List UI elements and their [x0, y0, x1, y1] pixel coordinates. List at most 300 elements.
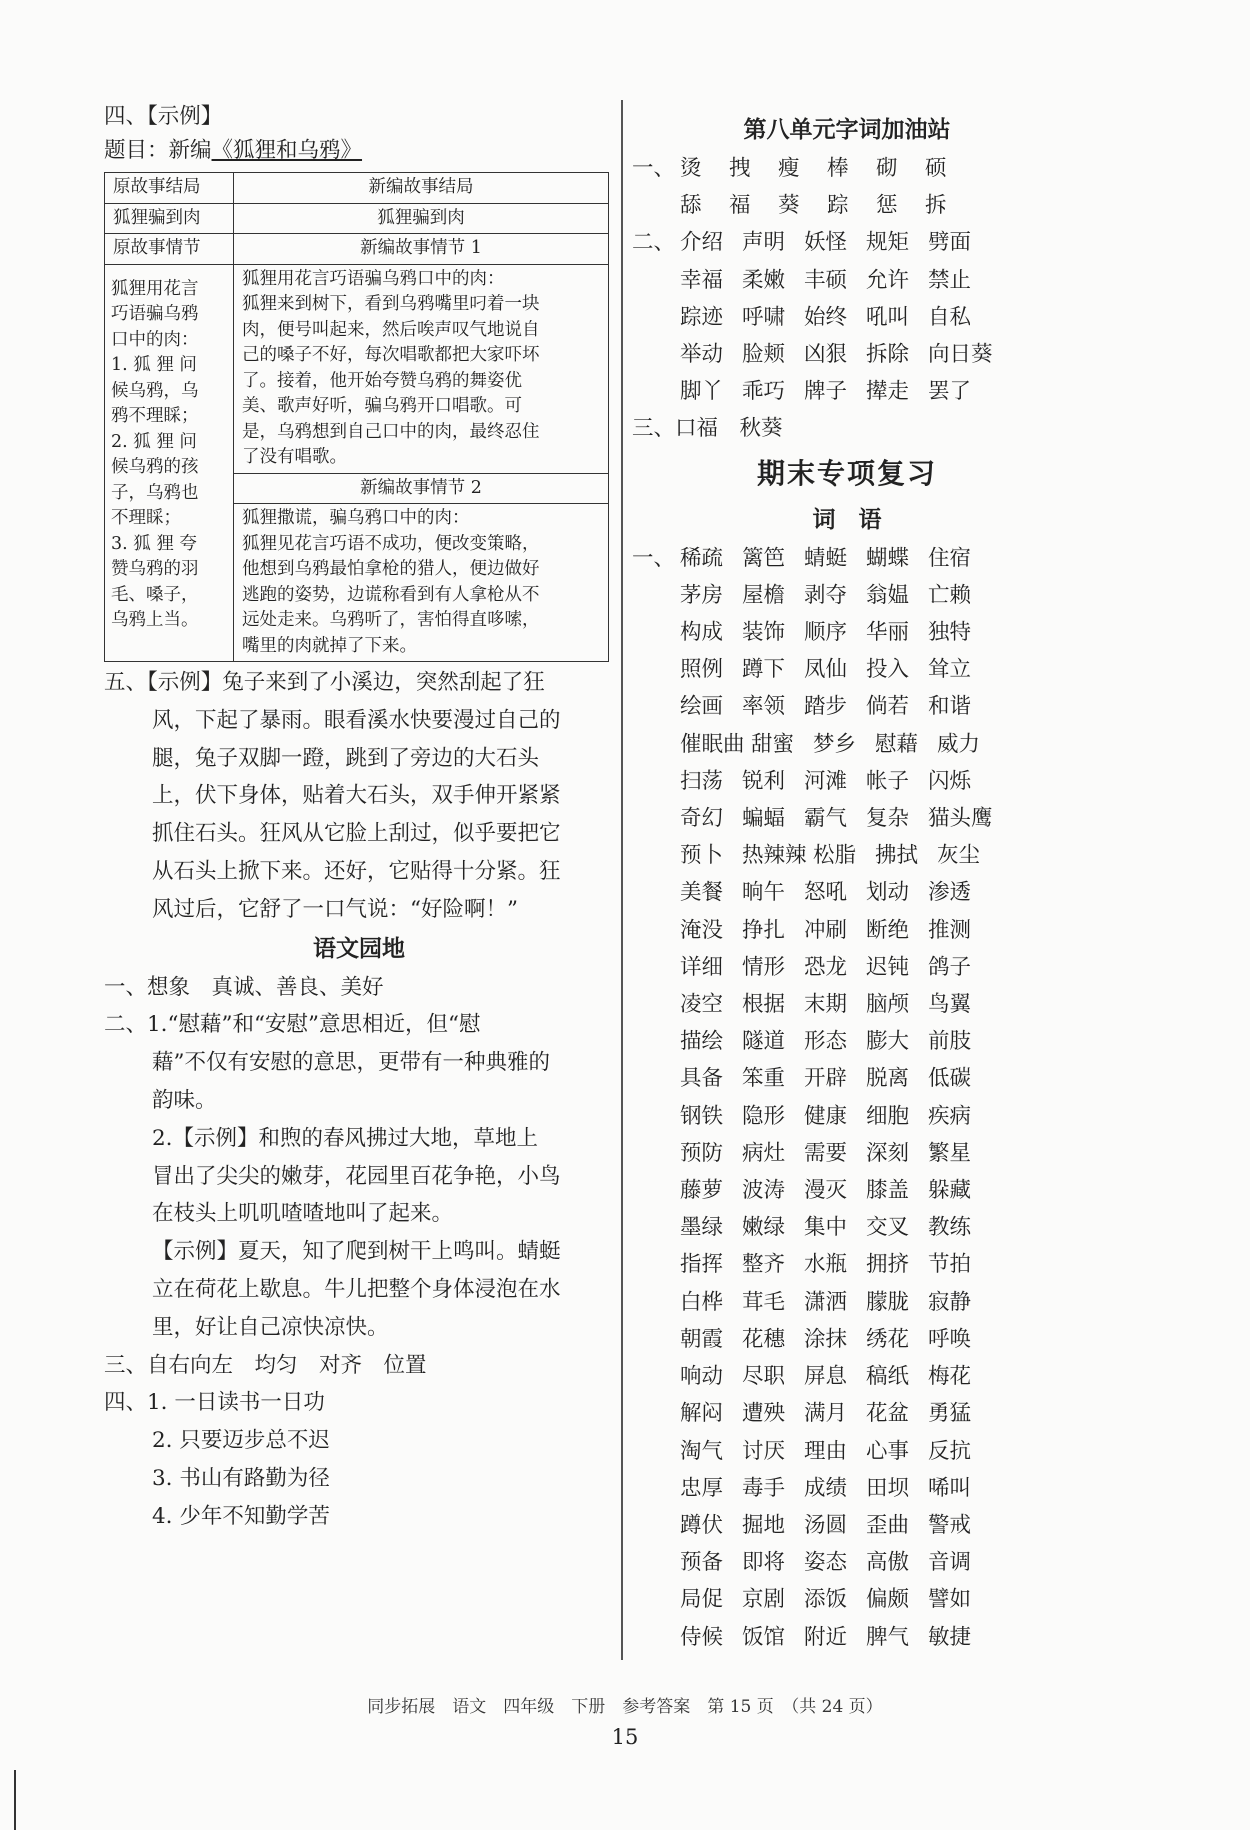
word: 松脂 [813, 843, 857, 869]
word: 灰尘 [937, 843, 981, 869]
text-line: 2.【示例】和煦的春风拂过大地，草地上 [152, 1125, 539, 1151]
word: 歪曲 [866, 1512, 910, 1538]
word: 朦胧 [866, 1289, 910, 1315]
unit8-item-3: 三、口福 秋葵 [632, 416, 783, 442]
word: 隐形 [742, 1103, 786, 1129]
word: 劈面 [928, 230, 972, 256]
word: 禁止 [928, 267, 972, 293]
word: 深刻 [866, 1140, 910, 1166]
word-row [632, 1284, 1062, 1321]
page-footer: 同步拓展 语文 四年级 下册 参考答案 第 15 页 （共 24 页） [367, 1697, 883, 1717]
word: 闪烁 [928, 768, 972, 794]
text-line: 在枝头上叽叽喳喳地叫了起来。 [152, 1201, 454, 1227]
word: 开辟 [804, 1066, 848, 1092]
text-line: 韵味。 [152, 1087, 217, 1113]
word: 介绍 [680, 230, 724, 256]
word: 教练 [928, 1215, 972, 1241]
word: 挣扎 [742, 917, 786, 943]
word: 屋檐 [742, 582, 786, 608]
word: 绘画 [680, 694, 724, 720]
table-cell: 新编故事情节 2 [234, 473, 609, 504]
word: 幸福 [680, 267, 724, 293]
word: 寂静 [928, 1289, 972, 1315]
plot-line: 巧语骗乌鸦 [111, 304, 199, 324]
word: 解闷 [680, 1401, 724, 1427]
word: 划动 [866, 880, 910, 906]
word: 剥夺 [804, 582, 848, 608]
word: 蹲下 [742, 657, 786, 683]
word: 描绘 [680, 1029, 724, 1055]
word: 涂抹 [804, 1326, 848, 1352]
word: 满月 [804, 1401, 848, 1427]
plot-line: 3. 狐 狸 夸 [111, 533, 197, 554]
word: 撵走 [866, 379, 910, 405]
word: 河滩 [804, 768, 848, 794]
word: 住宿 [928, 545, 972, 571]
word: 锐利 [742, 768, 786, 794]
word: 漫灭 [804, 1178, 848, 1204]
char: 烫 [680, 156, 702, 181]
word: 踪迹 [680, 304, 724, 330]
word: 花穗 [742, 1326, 786, 1352]
plot-line: 不理睬； [111, 508, 181, 528]
word: 茸毛 [742, 1289, 786, 1315]
text-line: 3. 书山有路勤为径 [152, 1465, 330, 1491]
plot-line: 候乌鸦的孩 [111, 457, 199, 477]
word: 奇幻 [680, 806, 724, 832]
plot-line: 赞乌鸦的羽 [111, 559, 199, 579]
word: 隧道 [742, 1029, 786, 1055]
text-line: 五、【示例】兔子来到了小溪边，突然刮起了狂 [104, 670, 545, 695]
plot-line: 候乌鸦，乌 [111, 380, 199, 401]
word: 断绝 [866, 917, 910, 943]
plot-line: 肉，便号叫起来，然后唉声叹气地说自 [242, 319, 540, 340]
word: 亡赖 [928, 582, 972, 608]
text-line: 立在荷花上歇息。牛儿把整个身体浸泡在水 [152, 1276, 561, 1302]
vocab-word-list [632, 540, 1062, 1656]
word: 催眠曲 [680, 731, 745, 757]
word: 美餐 [680, 880, 724, 906]
word: 率领 [742, 694, 786, 720]
word: 稿纸 [866, 1364, 910, 1390]
text-line: 冒出了尖尖的嫩芽，花园里百花争艳，小鸟 [152, 1163, 561, 1189]
word: 勇猛 [928, 1401, 972, 1427]
word: 绣花 [866, 1326, 910, 1352]
plot-line: 2. 狐 狸 问 [111, 431, 197, 452]
plot-line: 子，乌鸦也 [111, 482, 199, 503]
table-cell: 新编故事情节 1 [234, 234, 609, 265]
right-column [632, 110, 1062, 1656]
words-subtitle: 词 语 [812, 505, 882, 533]
table-cell: 新编故事结局 [234, 173, 609, 204]
word-row [632, 1209, 1062, 1246]
word: 响动 [680, 1364, 724, 1390]
word: 始终 [804, 304, 848, 330]
table-row [105, 234, 609, 265]
table-cell: 狐狸骗到肉 [105, 203, 234, 234]
word: 渗透 [928, 880, 972, 906]
word-row [632, 262, 1062, 299]
word: 脑颅 [866, 992, 910, 1018]
word: 独特 [928, 620, 972, 646]
word: 花盆 [866, 1401, 910, 1427]
garden-item-2 [104, 1006, 614, 1346]
text-line: 2. 只要迈步总不迟 [152, 1428, 330, 1454]
word: 掘地 [742, 1512, 786, 1538]
word: 汤圆 [804, 1512, 848, 1538]
word: 篱笆 [742, 545, 786, 571]
word-row [632, 874, 1062, 911]
word: 高傲 [866, 1550, 910, 1576]
text-line: 抓住石头。狂风从它脸上刮过，似乎要把它 [152, 821, 561, 847]
word: 指挥 [680, 1252, 724, 1278]
word: 预防 [680, 1140, 724, 1166]
word-row [632, 912, 1062, 949]
word-row [632, 1358, 1062, 1395]
word: 屏息 [804, 1364, 848, 1390]
word: 倘若 [866, 694, 910, 720]
char: 拽 [729, 156, 751, 181]
word: 藤萝 [680, 1178, 724, 1204]
word-row [632, 1098, 1062, 1135]
word: 波涛 [742, 1178, 786, 1204]
section-title-garden: 语文园地 [313, 934, 405, 962]
word-row [632, 224, 1062, 261]
item-label: 一、 [632, 156, 676, 181]
word-row [632, 299, 1062, 336]
word: 详细 [680, 954, 724, 980]
word: 梅花 [928, 1364, 972, 1390]
word: 钢铁 [680, 1103, 724, 1129]
original-plot-cell [105, 264, 234, 662]
word-row [632, 651, 1062, 688]
text-line: 二、1.“慰藉”和“安慰”意思相近，但“慰 [104, 1012, 481, 1038]
word: 蝙蝠 [742, 806, 786, 832]
word: 自私 [928, 304, 972, 330]
text-line: 风过后，它舒了一口气说：“好险啊！” [152, 896, 518, 922]
word: 允许 [866, 267, 910, 293]
item-label: 一、 [632, 545, 676, 571]
sec4-topic-prefix: 题目：新编 [104, 138, 212, 163]
word: 警戒 [928, 1512, 972, 1538]
char: 惩 [876, 193, 898, 219]
word: 敏捷 [928, 1624, 972, 1650]
plot-line: 逃跑的姿势，边谎称看到有人拿枪从不 [242, 584, 540, 605]
plot-line: 是，乌鸦想到自己口中的肉，最终忍住 [242, 421, 540, 442]
word: 踏步 [804, 694, 848, 720]
plot-line: 1. 狐 狸 问 [111, 355, 197, 375]
word: 和谐 [928, 694, 972, 720]
table-cell: 原故事情节 [105, 234, 234, 265]
plot-line: 狐狸见花言巧语不成功，便改变策略， [242, 533, 540, 554]
word: 蝴蝶 [866, 545, 910, 571]
char: 舔 [680, 193, 702, 219]
word: 霸气 [804, 806, 848, 832]
char-row [632, 187, 1062, 224]
table-cell: 狐狸骗到肉 [234, 203, 609, 234]
word: 忠厚 [680, 1475, 724, 1501]
word: 蹲伏 [680, 1512, 724, 1538]
word: 吼叫 [866, 304, 910, 330]
word: 毒手 [742, 1475, 786, 1501]
plot-line: 他想到乌鸦最怕拿枪的猎人，便边做好 [242, 559, 540, 579]
word-row [632, 1395, 1062, 1432]
word: 热辣辣 [742, 843, 807, 869]
word: 反抗 [928, 1438, 972, 1464]
word: 向日葵 [928, 342, 993, 368]
word: 凌空 [680, 992, 724, 1018]
text-line: 藉”不仅有安慰的意思，更带有一种典雅的 [152, 1050, 550, 1076]
word: 姿态 [804, 1550, 848, 1576]
text-line: 风，下起了暴雨。眼看溪水快要漫过自己的 [152, 707, 561, 733]
word: 妖怪 [804, 230, 848, 256]
word: 京剧 [742, 1587, 786, 1613]
char: 葵 [778, 193, 800, 219]
word-row [632, 986, 1062, 1023]
plot-line: 狐狸来到树下，看到乌鸦嘴里叼着一块 [242, 294, 540, 314]
word: 具备 [680, 1066, 724, 1092]
table-row [105, 173, 609, 204]
word-row [632, 1507, 1062, 1544]
word: 附近 [804, 1624, 848, 1650]
word: 鸽子 [928, 954, 972, 980]
word-row [632, 763, 1062, 800]
word-row [632, 1470, 1062, 1507]
word: 需要 [804, 1140, 848, 1166]
word: 白桦 [680, 1289, 724, 1315]
word-row [632, 373, 1062, 410]
plot-line: 远处走来。乌鸦听了，害怕得直哆嗦， [242, 610, 540, 630]
word-row [632, 1246, 1062, 1283]
word: 膝盖 [866, 1178, 910, 1204]
word-row [632, 1060, 1062, 1097]
word: 脚丫 [680, 379, 724, 405]
word: 饭馆 [742, 1624, 786, 1650]
word: 成绩 [804, 1475, 848, 1501]
garden-item-4 [104, 1384, 614, 1535]
word-row [632, 800, 1062, 837]
word: 低碳 [928, 1066, 972, 1092]
sec4-topic-title: 《狐狸和乌鸦》 [211, 138, 363, 163]
sec4-heading: 四、【示例】 [104, 104, 223, 129]
plot-line: 己的嗓子不好，每次唱歌都把大家吓坏 [242, 345, 540, 365]
word: 交叉 [866, 1215, 910, 1241]
word: 华丽 [866, 620, 910, 646]
word-row [632, 1023, 1062, 1060]
word: 恐龙 [804, 954, 848, 980]
word: 遭殃 [742, 1401, 786, 1427]
new-plot-1-cell [234, 264, 609, 473]
text-line: 里，好让自己凉快凉快。 [152, 1314, 389, 1340]
char: 瘦 [778, 156, 800, 181]
word: 乖巧 [742, 379, 786, 405]
text-line: 腿，兔子双脚一蹬，跳到了旁边的大石头 [152, 745, 540, 771]
word: 罢了 [928, 379, 972, 405]
word: 添饭 [804, 1587, 848, 1613]
word: 潇洒 [804, 1289, 848, 1315]
char: 踪 [827, 193, 849, 219]
garden-item-1: 一、想象 真诚、善良、美好 [104, 974, 384, 1000]
word: 整齐 [742, 1252, 786, 1278]
word: 即将 [742, 1550, 786, 1576]
new-plot-2-cell [234, 504, 609, 662]
word: 威力 [937, 731, 981, 757]
text-line: 从石头上掀下来。还好，它贴得十分紧。狂 [152, 858, 561, 884]
text-line: 四、1. 一日读书一日功 [104, 1390, 325, 1416]
word: 末期 [804, 992, 848, 1018]
plot-line: 了。接着，他开始夸赞乌鸦的舞姿优 [242, 370, 522, 391]
word: 装饰 [742, 620, 786, 646]
word: 嫩绿 [742, 1215, 786, 1241]
plot-line: 了没有唱歌。 [242, 447, 347, 467]
word: 茅房 [680, 582, 724, 608]
word-row [632, 540, 1062, 577]
word: 唏叫 [928, 1475, 972, 1501]
word: 节拍 [928, 1252, 972, 1278]
word: 推测 [928, 917, 972, 943]
text-line: 上，伏下身体，贴着大石头，双手伸开紧紧 [152, 783, 561, 809]
word: 怒吼 [804, 880, 848, 906]
word: 丰硕 [804, 267, 848, 293]
word: 柔嫩 [742, 267, 786, 293]
column-divider [621, 100, 623, 1660]
word: 帐子 [866, 768, 910, 794]
word: 拂拭 [875, 843, 919, 869]
word: 拆除 [866, 342, 910, 368]
word: 偏颇 [866, 1587, 910, 1613]
edge-mark [14, 1770, 16, 1830]
word: 复杂 [866, 806, 910, 832]
word: 笨重 [742, 1066, 786, 1092]
word-row [632, 1135, 1062, 1172]
word: 躲藏 [928, 1178, 972, 1204]
word: 预卜 [680, 843, 724, 869]
word: 蜻蜓 [804, 545, 848, 571]
char: 福 [729, 193, 751, 219]
word: 墨绿 [680, 1215, 724, 1241]
word: 鸟翼 [928, 992, 972, 1018]
word: 集中 [804, 1215, 848, 1241]
word-row [632, 726, 1062, 763]
word: 拥挤 [866, 1252, 910, 1278]
word: 牌子 [804, 379, 848, 405]
word-row [632, 336, 1062, 373]
word: 冲刷 [804, 917, 848, 943]
word: 侍候 [680, 1624, 724, 1650]
word: 繁星 [928, 1140, 972, 1166]
word: 淹没 [680, 917, 724, 943]
word-row [632, 837, 1062, 874]
word: 规矩 [866, 230, 910, 256]
char: 棒 [827, 156, 849, 181]
word: 照例 [680, 657, 724, 683]
word: 翁媪 [866, 582, 910, 608]
word: 形态 [804, 1029, 848, 1055]
plot-line: 狐狸撒谎，骗乌鸦口中的肉： [242, 508, 470, 528]
word: 理由 [804, 1438, 848, 1464]
item-label: 二、 [632, 230, 676, 256]
word: 晌午 [742, 880, 786, 906]
plot-line: 乌鸦上当。 [111, 610, 199, 630]
word-row [632, 1433, 1062, 1470]
word: 脱离 [866, 1066, 910, 1092]
word: 病灶 [742, 1140, 786, 1166]
text-line: 4. 少年不知勤学苦 [152, 1503, 330, 1529]
word-row [632, 1581, 1062, 1618]
word: 脾气 [866, 1624, 910, 1650]
char: 硕 [925, 156, 947, 181]
word: 呼啸 [742, 304, 786, 330]
sec5-paragraph [104, 664, 614, 929]
word: 呼唤 [928, 1326, 972, 1352]
word: 根据 [742, 992, 786, 1018]
word: 迟钝 [866, 954, 910, 980]
left-column [104, 100, 614, 1536]
unit8-title: 第八单元字词加油站 [743, 116, 951, 143]
word: 凶狠 [804, 342, 848, 368]
plot-line: 嘴里的肉就掉了下来。 [242, 635, 417, 656]
word: 稀疏 [680, 545, 724, 571]
plot-line: 美、歌声好听，骗乌鸦开口唱歌。可 [242, 396, 522, 416]
text-line: 【示例】夏天，知了爬到树干上鸣叫。蜻蜓 [152, 1239, 561, 1265]
char: 砌 [876, 156, 898, 181]
word: 投入 [866, 657, 910, 683]
plot-line: 狐狸用花言巧语骗乌鸦口中的肉： [242, 268, 505, 289]
word: 健康 [804, 1103, 848, 1129]
word: 淘气 [680, 1438, 724, 1464]
word: 膨大 [866, 1029, 910, 1055]
word-row [632, 1321, 1062, 1358]
word: 脸颊 [742, 342, 786, 368]
word: 前肢 [928, 1029, 972, 1055]
word-row [632, 949, 1062, 986]
word: 构成 [680, 620, 724, 646]
word: 顺序 [804, 620, 848, 646]
plot-line: 狐狸用花言 [111, 278, 199, 299]
word: 心事 [866, 1438, 910, 1464]
word: 田坝 [866, 1475, 910, 1501]
story-table [104, 172, 609, 662]
word: 慰藉 [875, 731, 919, 757]
table-row [105, 203, 609, 234]
table-cell: 原故事结局 [105, 173, 234, 204]
word: 梦乡 [813, 731, 857, 757]
word-row [632, 1619, 1062, 1656]
plot-line: 鸦不理睬； [111, 406, 199, 426]
word: 扫荡 [680, 768, 724, 794]
sec4-topic [104, 134, 614, 168]
garden-item-3: 三、自右向左 均匀 对齐 位置 [104, 1352, 427, 1378]
page-number: 15 [611, 1725, 639, 1749]
word: 疾病 [928, 1103, 972, 1129]
word: 声明 [742, 230, 786, 256]
word: 猫头鹰 [928, 806, 993, 832]
word: 朝霞 [680, 1326, 724, 1352]
word: 情形 [742, 954, 786, 980]
word: 预备 [680, 1550, 724, 1576]
word: 譬如 [928, 1587, 972, 1613]
word: 甜蜜 [751, 731, 795, 757]
plot-line: 毛、嗓子， [111, 584, 199, 605]
word-row [632, 577, 1062, 614]
table-row [105, 264, 609, 473]
final-review-title: 期末专项复习 [756, 456, 937, 490]
word: 凤仙 [804, 657, 848, 683]
char-row [632, 150, 1062, 187]
word: 举动 [680, 342, 724, 368]
plot-line: 口中的肉： [111, 329, 199, 350]
word-row [632, 1172, 1062, 1209]
